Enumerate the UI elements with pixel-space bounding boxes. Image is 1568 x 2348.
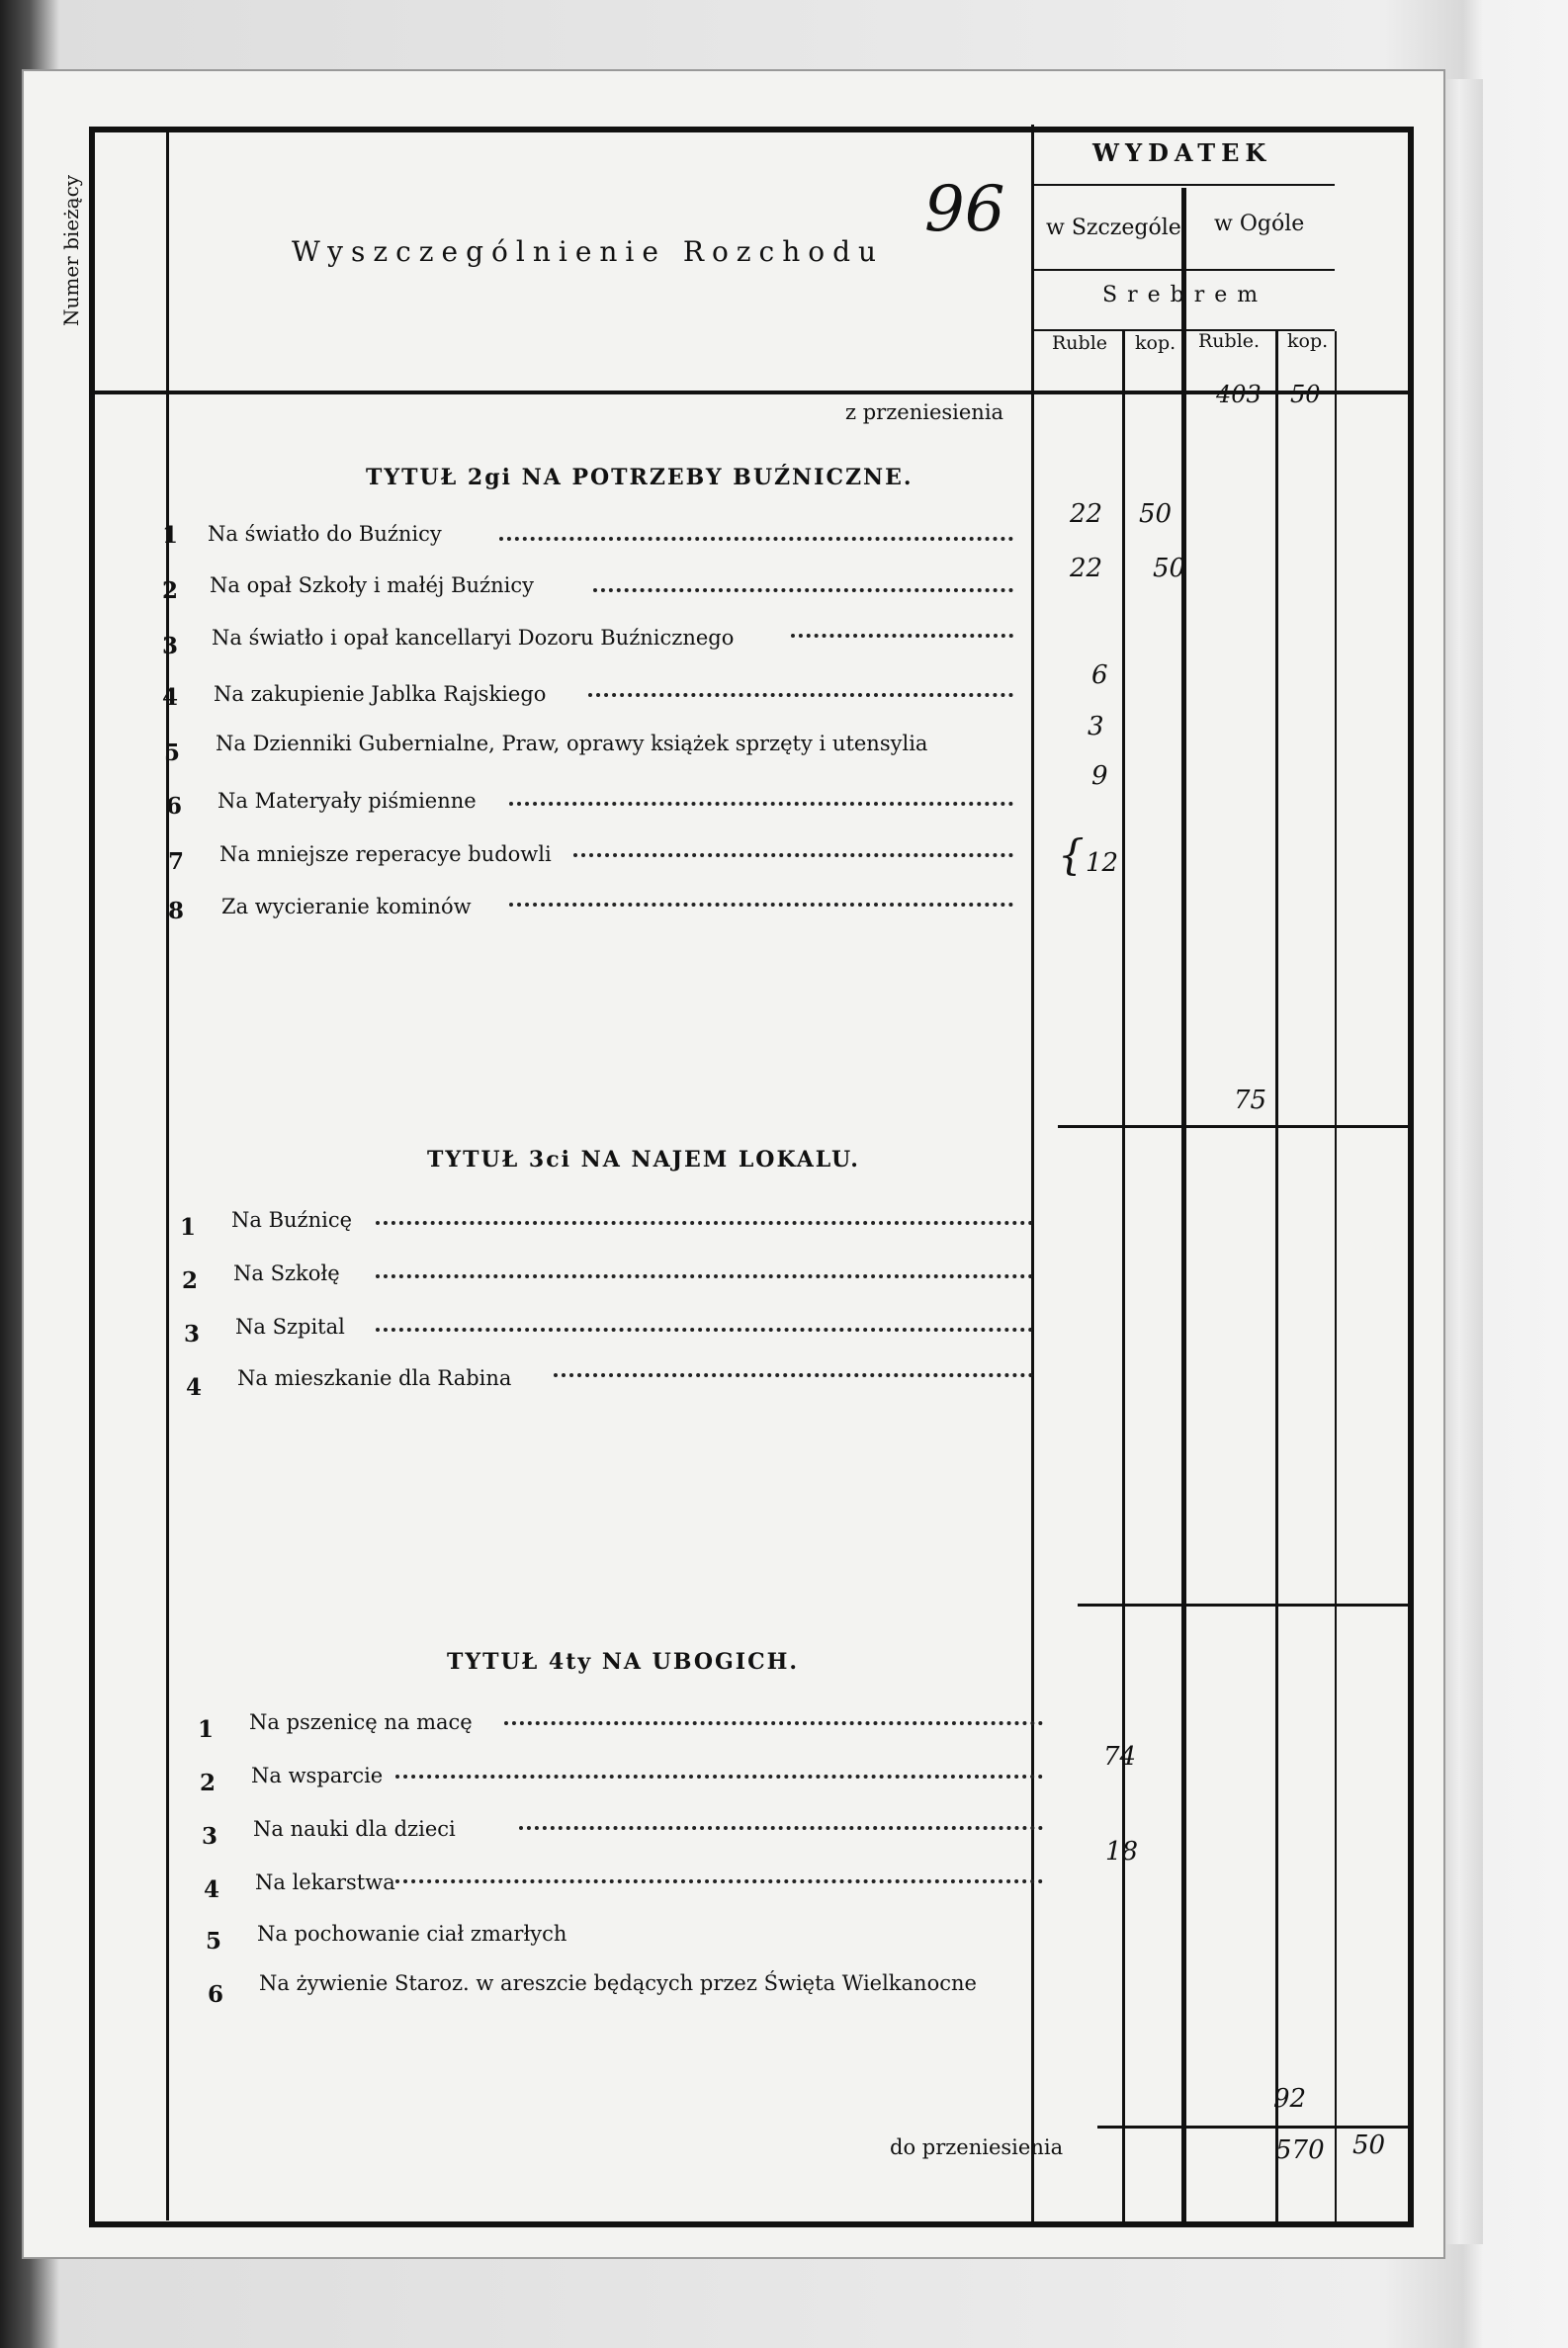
item-text: Na mieszkanie dla Rabina [237,1366,512,1390]
expense-header: WYDATEK [1092,138,1272,167]
col-line-kop2 [1335,331,1337,2224]
leader-dots [395,1876,1043,1883]
leader-dots [593,585,1013,592]
kop-header-2: kop. [1287,330,1329,352]
item-text: Na światło i opał kancellaryi Dozoru Buźnicznego [212,626,735,650]
item-text: Na światło do Buźnicy [208,522,442,546]
item-text: Na wsparcie [251,1764,384,1787]
item-number: 2 [161,577,178,604]
leader-dots [504,1718,1043,1725]
leader-dots [376,1218,1033,1225]
item-text: Za wycieranie kominów [221,895,472,918]
item-number: 5 [205,1928,221,1955]
rubles-header-1: Ruble [1052,332,1108,354]
item-number: 3 [183,1321,200,1348]
leader-dots [554,1370,1033,1377]
item-text: Na zakupienie Jablka Rajskiego [214,682,547,706]
item-text: Na Dzienniki Gubernialne, Praw, oprawy książek sprzęty i utensylia [216,732,928,755]
carry-in-rubles: 403 [1216,381,1262,408]
leader-dots [509,799,1013,806]
header-line-2 [1034,269,1335,271]
currency-header: Srebrem [1102,283,1268,307]
header-line-1 [1034,184,1335,186]
leader-dots [791,631,1013,638]
carry-out-label: do przeniesienia [890,2135,1064,2159]
item-number: 4 [203,1876,219,1903]
item-number: 4 [161,684,178,711]
leader-dots [376,1325,1033,1332]
item-text: Na pochowanie ciał zmarłych [257,1922,567,1946]
item-text: Na Materyały piśmienne [218,789,477,813]
item-number: 6 [165,793,182,820]
item-rubles: 74 [1103,1742,1137,1772]
leader-dots [376,1271,1033,1278]
detail-header: w Szczególe [1046,216,1181,240]
bracket-mark: { [1058,830,1085,879]
col-line-number [166,132,169,2220]
col-number-header: Numer bieżący [59,174,83,326]
item-rubles: 6 [1091,660,1108,690]
item-rubles: 18 [1105,1837,1139,1867]
item-kop: 50 [1139,499,1173,529]
item-number: 8 [167,898,184,924]
item-text: Na Szkołę [233,1261,340,1285]
subtotal-line-2 [1078,1604,1414,1607]
item-number: 3 [201,1823,218,1850]
item-text: Na Szpital [235,1315,345,1339]
item-number: 5 [163,739,180,766]
item-number: 2 [199,1770,216,1796]
col-description-header: Wyszczególnienie Rozchodu [292,235,885,268]
rubles-header-2: Ruble. [1198,330,1261,352]
subtotal-line-1 [1058,1125,1414,1128]
kop-header-1: kop. [1135,332,1176,354]
item-text: Na Buźnicę [231,1208,353,1232]
item-number: 6 [207,1981,223,2008]
total-header: w Ogóle [1214,212,1305,236]
item-rubles: 22 [1070,499,1103,529]
item-rubles: 9 [1091,761,1108,791]
page-number: 96 [924,173,1005,246]
item-text: Na pszenicę na macę [249,1710,473,1734]
item-number: 1 [179,1214,196,1241]
item-number: 2 [181,1267,198,1294]
item-kop: 50 [1153,554,1186,583]
leader-dots [573,850,1013,857]
col-line-rub1 [1122,331,1125,2224]
item-number: 7 [167,848,184,875]
subtotal-line-3 [1097,2126,1414,2129]
leader-dots [588,690,1013,697]
item-number: 1 [161,522,178,549]
item-rubles: 22 [1070,554,1103,583]
carry-in-kop: 50 [1290,381,1321,408]
leader-dots [395,1772,1043,1779]
item-rubles: 3 [1088,712,1104,741]
section-2-total: 75 [1234,1086,1267,1115]
col-line-desc [1031,125,1034,2225]
col-line-rub2 [1275,331,1278,2224]
item-number: 1 [197,1716,214,1743]
header-bottom-line [95,391,1410,394]
item-number: 3 [161,633,178,659]
leader-dots [509,900,1013,907]
item-text: Na lekarstwa [255,1870,395,1894]
col-line-kop1 [1181,188,1186,2224]
item-number: 4 [185,1374,202,1401]
item-text: Na nauki dla dzieci [253,1817,456,1841]
carry-out-rubles: 570 [1275,2135,1325,2165]
section-title-4: TYTUŁ 4ty NA UBOGICH. [447,1649,800,1675]
leader-dots [519,1823,1043,1830]
item-text: Na żywienie Staroz. w areszcie będących przez Święta Wielkanocne [259,1971,977,1995]
leader-dots [499,534,1013,541]
ledger-frame [89,127,1414,2227]
section-title-2: TYTUŁ 2gi NA POTRZEBY BUŹNICZNE. [366,465,914,490]
section-4-total: 92 [1273,2084,1307,2114]
item-rubles: 12 [1086,848,1119,878]
section-title-3: TYTUŁ 3ci NA NAJEM LOKALU. [427,1147,860,1173]
item-text: Na opał Szkoły i małéj Buźnicy [210,573,534,597]
carry-in-label: z przeniesienia [845,400,1004,424]
item-text: Na mniejsze reperacye budowli [219,842,552,866]
carry-out-kop: 50 [1352,2131,1386,2160]
